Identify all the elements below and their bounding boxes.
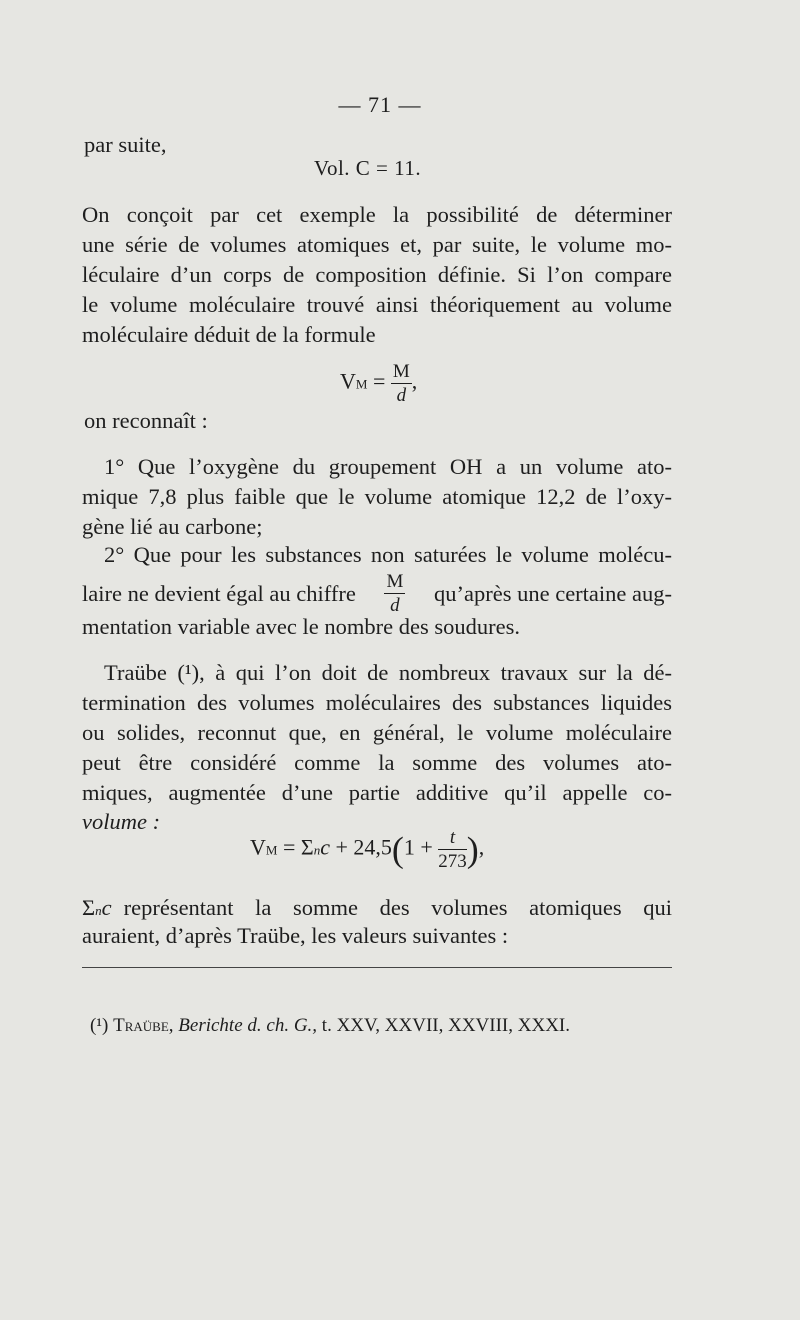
formula-symbol: V [250,834,266,860]
formula-comma: , [478,834,485,860]
paragraph-2-line: peut être considéré comme la somme des volumes ato- [82,750,672,775]
paragraph-2-line: termination des volumes moléculaires des substances liquides [82,690,672,715]
fraction [384,572,405,615]
paragraph-2-line: ou solides, reconnut que, en général, le volume moléculaire [82,720,672,745]
fraction-denominator: d [396,385,407,406]
list-item-1-line: 1° Que l’oxygène du groupement OH a un volume ato- [104,454,672,479]
sigma-symbol: Σ [300,834,314,860]
covolume-term: volume : [82,809,161,834]
formula-subscript: n [313,842,321,858]
list-item-2 [82,540,672,570]
formula-variable: c [320,834,330,860]
formula-paren: ) [466,829,479,870]
list-item-2-text: qu’après une certaine aug- [434,580,672,606]
paragraph-3-text: représentant la somme des volumes atomiques qui [123,895,672,920]
fraction-numerator: t [438,828,467,850]
sigma-symbol: Σ [82,895,96,920]
list-item-1 [82,452,672,542]
paragraph-2-line: miques, augmentée d’une partie additive qu’il appelle co- [82,780,672,805]
fraction-numerator: M [386,571,404,592]
list-item-2-line: 2° Que pour les substances non saturées le volume molécu- [104,542,672,567]
footnote-mark: (¹) [90,1015,109,1036]
formula-equals: = [372,368,386,394]
list-item-1-line: mique 7,8 plus faible que le volume atomique 12,2 de l’oxy- [82,484,672,509]
formula-symbol: V [340,368,356,394]
paragraph-1-line: une série de volumes atomiques et, par suite, le volume mo- [82,232,672,257]
formula-variable: c [101,895,112,920]
vol-c-equation: Vol. C = 11. [314,156,422,180]
paragraph-1-line: léculaire d’un corps de composition définie. Si l’on compare [82,262,672,287]
paragraph-2-line: Traübe (¹), à qui l’on doit de nombreux travaux sur la dé- [104,660,672,685]
list-item-2-last-line: mentation variable avec le nombre des soudures. [82,614,520,639]
paragraph-1-line: On conçoit par cet exemple la possibilité de déterminer [82,202,672,227]
list-item-1-line: gène lié au carbone; [82,514,263,539]
formula-subscript: M [355,376,368,392]
list-item-2-text: laire ne devient égal au chiffre [82,580,356,606]
list-item-2-fraction-line [82,572,672,615]
formula-vm-over-d [340,362,417,405]
footnote-divider [82,967,672,968]
footnote [90,1015,570,1037]
formula-constant: + 24,5 [335,834,392,860]
paragraph-1-line: le volume moléculaire trouvé ainsi théoriquement au volume [82,292,672,317]
paragraph-2 [82,658,672,808]
fraction-numerator: M [392,361,410,382]
footnote-journal: Berichte d. ch. G., [178,1015,318,1036]
fraction-denominator: 273 [438,851,467,872]
fraction-denominator: d [390,595,400,616]
formula-paren: ( [391,829,404,870]
footnote-author: Traübe, [113,1015,174,1036]
paragraph-1 [82,200,672,350]
formula-subscript: M [265,842,278,858]
page-number: — 71 — [338,92,422,117]
par-suite-text: par suite, [84,132,167,157]
formula-comma: , [411,368,418,394]
formula-traube [250,828,484,871]
fraction [391,362,412,405]
formula-term: 1 + [403,834,433,860]
paragraph-1-line: moléculaire déduit de la formule [82,322,376,347]
formula-subscript: n [95,903,102,918]
paragraph-3-line-1 [82,893,672,926]
footnote-references: t. XXV, XXVII, XXVIII, XXXI. [321,1015,570,1036]
formula-equals: = [282,834,296,860]
paragraph-3-line-2: auraient, d’après Traübe, les valeurs suivantes : [82,923,509,948]
fraction [438,828,467,871]
on-reconnait-text: on reconnaît : [84,408,208,433]
